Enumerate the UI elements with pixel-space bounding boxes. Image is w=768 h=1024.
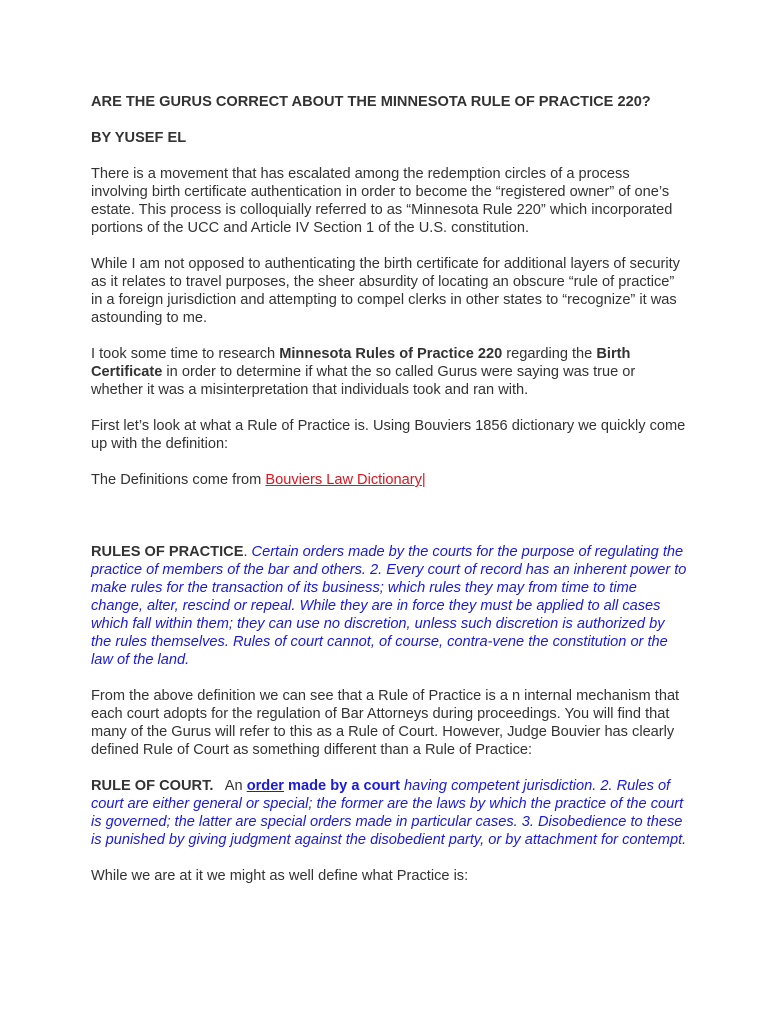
definition-term: RULE OF COURT. — [91, 778, 214, 794]
document-title: ARE THE GURUS CORRECT ABOUT THE MINNESOTA RULE OF PRACTICE 220? — [91, 94, 651, 110]
paragraph-intro: There is a movement that has escalated among the redemption circles of a process involving birth certificate authentication in order to become the “registered owner” of one’s estate. This process is colloquially referred to as “Minnesota Rule 220” which incorporated portions of the UCC and Article IV Section 1 of the U.S. constitution. — [91, 166, 673, 236]
bouviers-dictionary-link[interactable]: Bouviers Law Dictionary| — [265, 472, 426, 488]
text-run: in order to determine if what the so called Gurus were saying was true or whether it was a misinterpretation that individuals took and ran with. — [91, 364, 636, 398]
text-run: I took some time to research — [91, 346, 280, 362]
paragraph-definition-intro: First let’s look at what a Rule of Practice is. Using Bouviers 1856 dictionary we quickly come up with the definition: — [91, 418, 686, 452]
bold-term-birth-certificate: Birth Certificate — [91, 346, 631, 380]
paragraph-analysis: From the above definition we can see that a Rule of Practice is a n internal mechanism that each court adopts for the regulation of Bar Attorneys during proceedings. You will find that many of the Gurus will refer to this as a Rule of Court. However, Judge Bouvier has clearly defined Rule of Court as something different than a Rule of Practice: — [91, 688, 680, 758]
definition-rules-of-practice — [91, 543, 687, 669]
text-run: An — [213, 778, 247, 794]
paragraph-research — [91, 345, 687, 399]
definition-term: RULES OF PRACTICE — [91, 544, 244, 560]
document-body — [91, 93, 687, 885]
made-by-court-text: made by a court — [284, 778, 400, 794]
definition-text: having competent jurisdiction. 2. Rules of court are either general or special; the former are the laws by which the practice of the court is governed; the latter are special orders made in particular cases. 3. Disobedience to these is punished by giving judgment against the disobedient party, or by attachment for contempt. — [91, 778, 687, 848]
bold-term-rule-220: Minnesota Rules of Practice 220 — [279, 346, 503, 362]
definition-text: Certain orders made by the courts for the purpose of regulating the practice of members of the bar and others. 2. Every court of record has an inherent power to make rules for the transaction of its business; which rules they may from time to time change, alter, rescind or repeal. While they are in force they must be applied to all cases which fall within them; they can use no discretion, unless such discretion is authorized by the rules themselves. Rules of court cannot, of course, contra-vene the constitution or the law of the land. — [91, 544, 687, 668]
paragraph-source — [91, 471, 687, 489]
paragraph-practice: While we are at it we might as well define what Practice is: — [91, 868, 469, 884]
text-run: regarding the — [502, 346, 597, 362]
text-run: . — [243, 544, 252, 560]
paragraph-opinion: While I am not opposed to authenticating the birth certificate for additional layers of security as it relates to travel purposes, the sheer absurdity of locating an obscure “rule of practice” in a foreign jurisdiction and attempting to compel clerks in other states to “recognize” it was astounding to me. — [91, 256, 680, 326]
order-link[interactable]: order — [246, 778, 284, 794]
definition-rule-of-court — [91, 777, 687, 849]
byline: BY YUSEF EL — [91, 130, 187, 146]
text-run: The Definitions come from — [91, 472, 266, 488]
